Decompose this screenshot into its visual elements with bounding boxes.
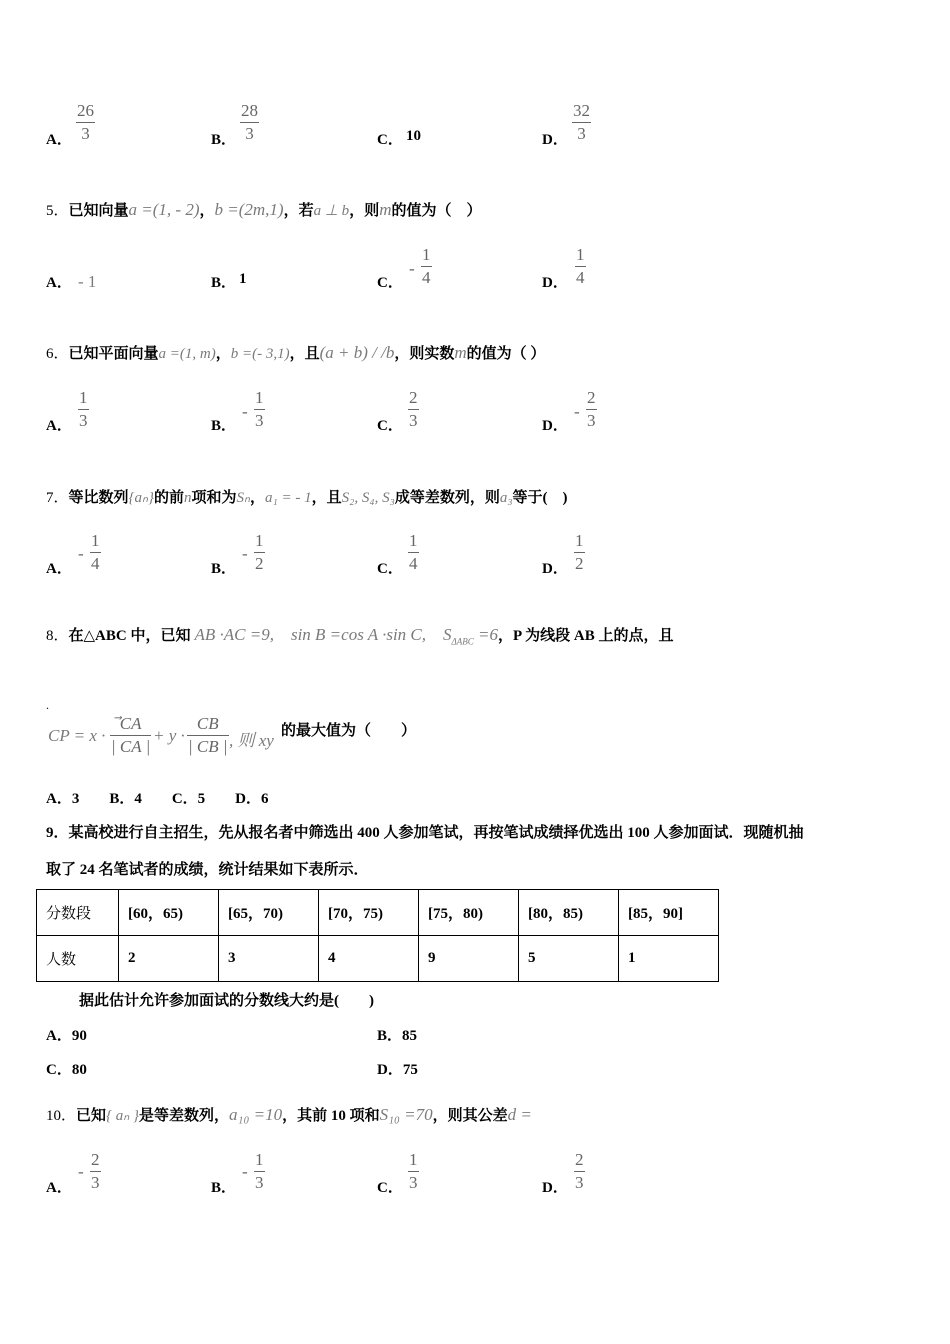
q10-option-a-label[interactable]: A．: [46, 1180, 72, 1196]
q5-text-4: ，则: [349, 203, 380, 219]
q4-option-a-label[interactable]: A．: [46, 132, 72, 148]
q5-c-denominator: 4: [422, 268, 431, 287]
q4-a-denominator: 3: [81, 124, 90, 143]
q10-text-3: ，其前 10 项和: [282, 1108, 380, 1124]
q7-a-numerator: 1: [91, 531, 100, 550]
q8-cb-numerator: CB: [196, 714, 219, 733]
q6-math-vector-a: a =(1, m): [158, 346, 216, 362]
q8-ca-denominator: | CA |: [111, 737, 151, 756]
q8-dot: .: [46, 698, 49, 712]
q10-math-sequence: { aₙ }: [106, 1108, 140, 1124]
table-cell: 3: [219, 936, 319, 982]
q6-stem: [46, 342, 545, 363]
q6-math-parallel: (a + b) / /b: [319, 343, 395, 362]
q7-math-sequence: {aₙ}: [128, 490, 155, 506]
table-cell: 2: [119, 936, 219, 982]
q10-option-a-sign: -: [78, 1162, 84, 1181]
q8-text-3: 的最大值为（ ）: [281, 723, 417, 739]
table-cell: 9: [419, 936, 519, 982]
q6-text-5: 的值为（ ）: [466, 346, 546, 362]
q4-option-b-label[interactable]: B．: [211, 132, 237, 148]
q9-option-b[interactable]: B．85: [377, 1028, 418, 1044]
q10-option-b-label[interactable]: B．: [211, 1180, 237, 1196]
q9-score-table: [36, 889, 719, 982]
q8-text-2: ，P 为线段 AB 上的点，且: [498, 628, 674, 644]
table-header-cell: [80，85): [519, 890, 619, 936]
q7-text-6: 成等差数列，则: [394, 490, 500, 506]
table-header-cell: [65，70): [219, 890, 319, 936]
table-cell: 人数: [37, 936, 119, 982]
q6-number: 6．: [46, 346, 69, 362]
q6-math-vector-b: b =(- 3,1): [230, 346, 290, 362]
q6-option-a-fraction: [78, 388, 89, 431]
q7-option-c-fraction: [408, 531, 419, 574]
q10-math-s10: S₁₀ =70: [379, 1105, 433, 1124]
q6-math-m: m: [454, 343, 467, 362]
q7-text-5: ，且: [311, 490, 342, 506]
q8-options[interactable]: A．3 B．4 C．5 D．6: [46, 791, 269, 807]
q10-number: 10．: [46, 1108, 77, 1124]
q7-text-3: 项和为: [191, 490, 237, 506]
q5-option-c-fraction: [421, 245, 432, 288]
q7-option-a-sign: -: [78, 544, 84, 563]
q8-math-subscript: ΔABC: [451, 636, 474, 647]
q5-option-b-value: 1: [239, 271, 247, 287]
q7-text-4: ，: [250, 490, 266, 506]
q5-stem: [46, 199, 482, 220]
q10-a-numerator: 2: [91, 1150, 100, 1169]
q7-math-n: n: [184, 490, 192, 506]
q4-option-d-label[interactable]: D．: [542, 132, 568, 148]
q6-text-1: 已知平面向量: [68, 346, 159, 362]
q10-d-numerator: 2: [575, 1150, 584, 1169]
q10-math-a10: a₁₀ =10: [229, 1105, 283, 1124]
q10-option-c-fraction: [408, 1150, 419, 1193]
table-cell: 4: [319, 936, 419, 982]
q5-text-3: ，若: [283, 203, 314, 219]
q10-stem: [46, 1104, 532, 1125]
q7-math-a1: a₁ = - 1: [265, 490, 312, 506]
q10-c-denominator: 3: [409, 1173, 418, 1192]
q10-option-b-fraction: [254, 1150, 265, 1193]
q4-d-numerator: 32: [573, 101, 590, 120]
q9-option-a[interactable]: A．90: [46, 1028, 87, 1044]
q8-ca-num-text: CA: [119, 714, 142, 733]
q5-text-5: 的值为（ ）: [391, 203, 482, 219]
table-row: [37, 936, 719, 982]
q6-c-denominator: 3: [409, 411, 418, 430]
table-header-row: [37, 890, 719, 936]
q5-math-m: m: [379, 200, 392, 219]
q8-stem: [46, 620, 673, 646]
q10-text-2: 是等差数列，: [139, 1108, 230, 1124]
q5-option-d-label[interactable]: D．: [542, 275, 568, 291]
q7-c-numerator: 1: [409, 531, 418, 550]
q5-option-c-label[interactable]: C．: [377, 275, 403, 291]
q9-question: 据此估计允许参加面试的分数线大约是( ): [79, 993, 374, 1009]
q7-option-b-fraction: [254, 531, 265, 574]
q7-number: 7．: [46, 490, 69, 506]
q5-option-b-label[interactable]: B．: [211, 275, 237, 291]
q7-text-7: 等于( ): [512, 490, 568, 506]
q6-option-c-fraction: [408, 388, 419, 431]
q6-option-d-fraction: [586, 388, 597, 431]
q7-math-sn: Sₙ: [236, 490, 251, 506]
q7-d-numerator: 1: [575, 531, 584, 550]
q6-option-a-label[interactable]: A．: [46, 418, 72, 434]
q10-d-denominator: 3: [575, 1173, 584, 1192]
table-header-cell: [85，90]: [619, 890, 719, 936]
q10-option-a-fraction: [90, 1150, 101, 1193]
q10-math-d: d =: [507, 1105, 532, 1124]
q7-option-b-label[interactable]: B．: [211, 561, 237, 577]
q4-d-denominator: 3: [577, 124, 586, 143]
q7-d-denominator: 2: [575, 554, 584, 573]
q8-fraction-ca: [110, 714, 151, 757]
q6-a-denominator: 3: [79, 411, 88, 430]
q6-text-2: ，: [215, 346, 231, 362]
q7-c-denominator: 4: [409, 554, 418, 573]
q6-d-denominator: 3: [587, 411, 596, 430]
q5-option-c-sign: -: [409, 259, 415, 278]
q8-fraction-cb: [187, 714, 229, 757]
q5-math-vector-a: a =(1, - 2): [128, 200, 200, 219]
q10-option-c-label[interactable]: C．: [377, 1180, 403, 1196]
q7-option-a-fraction: [90, 531, 101, 574]
q8-math-xy: , 则 xy: [229, 731, 274, 750]
q4-b-denominator: 3: [245, 124, 254, 143]
q5-math-vector-b: b =(2m,1): [214, 200, 284, 219]
q10-option-d-label[interactable]: D．: [542, 1180, 568, 1196]
q5-option-a-label[interactable]: A．: [46, 275, 72, 291]
table-header-cell: [60，65): [119, 890, 219, 936]
q6-option-d-sign: -: [574, 402, 580, 421]
q7-b-denominator: 2: [255, 554, 264, 573]
q4-option-d-fraction: [572, 101, 591, 144]
q10-option-b-sign: -: [242, 1162, 248, 1181]
q7-text-2: 的前: [154, 490, 185, 506]
q7-option-a-label[interactable]: A．: [46, 561, 72, 577]
q8-text-1: 在△ABC 中，已知: [68, 628, 191, 644]
q5-option-a-value: - 1: [78, 272, 97, 291]
q4-option-a-fraction: [76, 101, 95, 144]
q10-c-numerator: 1: [409, 1150, 418, 1169]
q7-option-d-label[interactable]: D．: [542, 561, 568, 577]
q9-stem-line-1: 9．某高校进行自主招生，先从报名者中筛选出 400 人参加笔试，再按笔试成绩择优选出 100 人参加面试．现随机抽: [46, 825, 804, 841]
q10-text-1: 已知: [76, 1108, 107, 1124]
q7-stem: [46, 486, 568, 507]
q6-text-4: ，则实数: [394, 346, 455, 362]
q5-option-d-fraction: [575, 245, 586, 288]
q4-b-numerator: 28: [241, 101, 258, 120]
q4-a-numerator: 26: [77, 101, 94, 120]
q8-number: 8．: [46, 628, 69, 644]
q8-cb-denominator: | CB |: [188, 737, 228, 756]
q7-b-numerator: 1: [255, 531, 264, 550]
q8-math-conditions-end: =6: [473, 625, 499, 644]
q8-math-plus-y: + y ·: [153, 726, 185, 745]
q5-text-1: 已知向量: [68, 203, 129, 219]
table-header-cell: [75，80): [419, 890, 519, 936]
q6-b-numerator: 1: [255, 388, 264, 407]
q7-text-1: 等比数列: [68, 490, 129, 506]
q10-b-denominator: 3: [255, 1173, 264, 1192]
q5-d-denominator: 4: [576, 268, 585, 287]
q7-math-a3: a₃: [499, 490, 513, 506]
table-header-cell: [70，75): [319, 890, 419, 936]
q9-option-c[interactable]: C．80: [46, 1062, 87, 1078]
q10-b-numerator: 1: [255, 1150, 264, 1169]
q4-option-c-value: 10: [406, 128, 421, 144]
q8-ca-numerator: [119, 714, 143, 734]
q6-option-b-sign: -: [242, 402, 248, 421]
q7-option-c-label[interactable]: C．: [377, 561, 403, 577]
q8-math-conditions-main: AB ·AC =9, sin B =cos A ·sin C, S: [194, 625, 452, 644]
q10-option-d-fraction: [574, 1150, 585, 1193]
q10-a-denominator: 3: [91, 1173, 100, 1192]
table-header-cell: 分数段: [37, 890, 119, 936]
q7-option-d-fraction: [574, 531, 585, 574]
table-cell: 1: [619, 936, 719, 982]
q6-c-numerator: 2: [409, 388, 418, 407]
q8-math-cp-lhs: CP = x ·: [48, 726, 106, 745]
q5-math-perp: a ⊥ b: [313, 203, 350, 219]
q9-stem-line-2: 取了 24 名笔试者的成绩，统计结果如下表所示．: [46, 862, 369, 878]
q8-math-conditions: [194, 625, 499, 647]
q5-text-2: ，: [199, 203, 215, 219]
q6-option-b-fraction: [254, 388, 265, 431]
q6-option-d-label[interactable]: D．: [542, 418, 568, 434]
q4-option-b-fraction: [240, 101, 259, 144]
q6-b-denominator: 3: [255, 411, 264, 430]
q4-option-c-label[interactable]: C．: [377, 132, 403, 148]
q10-text-4: ，则其公差: [432, 1108, 508, 1124]
q5-c-numerator: 1: [422, 245, 431, 264]
q6-text-3: ，且: [289, 346, 320, 362]
q6-option-c-label[interactable]: C．: [377, 418, 403, 434]
table-cell: 5: [519, 936, 619, 982]
q6-a-numerator: 1: [79, 388, 88, 407]
q6-d-numerator: 2: [587, 388, 596, 407]
q6-option-b-label[interactable]: B．: [211, 418, 237, 434]
q7-option-b-sign: -: [242, 544, 248, 563]
q5-d-numerator: 1: [576, 245, 585, 264]
q5-number: 5．: [46, 203, 69, 219]
q9-option-d[interactable]: D．75: [377, 1062, 418, 1078]
q7-a-denominator: 4: [91, 554, 100, 573]
q7-math-s-terms: S₂, S₄, S₃: [341, 490, 395, 506]
